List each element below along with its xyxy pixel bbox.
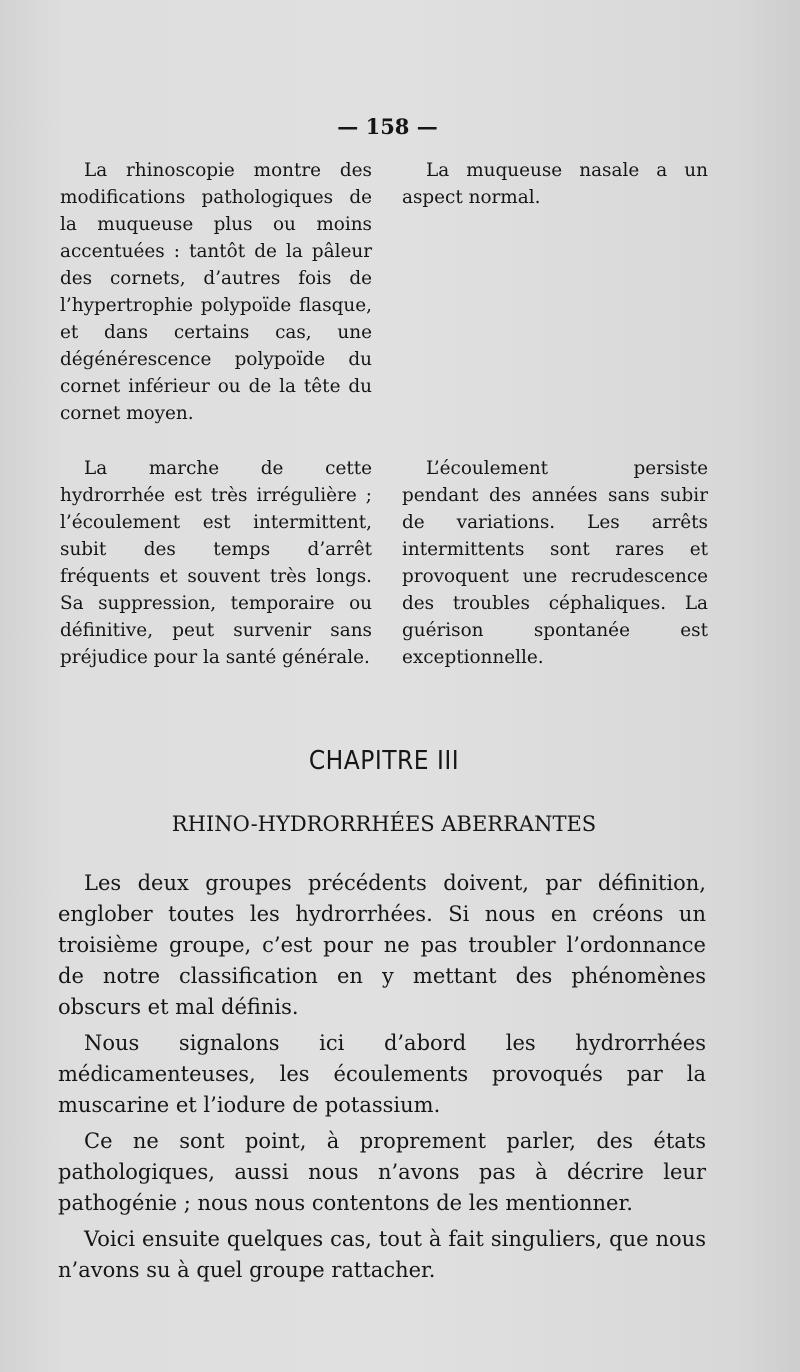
body-paragraph: Voici ensuite quelques cas, tout à fait singuliers, que nous n’avons su à quel groupe rattacher. (58, 1227, 706, 1282)
left-column-paragraph: La rhinoscopie montre des modifications pathologiques de la muqueuse plus ou moins accentuées : tantôt de la pâleur des cornets, d’autres fois de l’hypertrophie polypoïde flasque, et dans certains cas, une dégénérescence polypoïde du cornet inférieur ou de la tête du cornet moyen. (60, 160, 372, 424)
chapter-body (58, 868, 706, 1291)
body-paragraph: Les deux groupes précédents doivent, par définition, englober toutes les hydrorrhées. Si nous en créons un troisième groupe, c’est pour ne pas troubler l’ordonnance de notre classification en y mettant des phénomènes obscurs et mal définis. (58, 871, 706, 1019)
chapter-title: CHAPITRE III (308, 746, 460, 776)
body-paragraph: Ce ne sont point, à proprement parler, des états pathologiques, aussi nous n’avons pas à décrire leur pathogénie ; nous nous contentons de les mentionner. (58, 1129, 706, 1215)
left-column-block-2 (60, 455, 372, 671)
body-paragraph: Nous signalons ici d’abord les hydrorrhées médicamenteuses, les écoulements provoqués par la muscarine et l’iodure de potassium. (58, 1031, 706, 1117)
right-column-paragraph: La muqueuse nasale a un aspect normal. (402, 160, 708, 208)
right-column-block-1 (402, 157, 708, 211)
left-column-block-1 (60, 157, 372, 427)
right-column-block-2 (402, 455, 708, 671)
left-column-paragraph: La marche de cette hydrorrhée est très irrégulière ; l’écoulement est intermittent, subit des temps d’arrêt fréquents et souvent très longs. Sa suppression, temporaire ou définitive, peut survenir sans préjudice pour la santé générale. (60, 458, 372, 668)
chapter-subtitle: RHINO-HYDRORRHÉES ABERRANTES (171, 812, 597, 836)
right-column-paragraph: L’écoulement persiste pendant des années sans subir de variations. Les arrêts intermittents sont rares et provoquent une recrudescence des troubles céphaliques. La guérison spontanée est exceptionnelle. (402, 458, 708, 668)
page-number: — 158 — (337, 114, 438, 139)
